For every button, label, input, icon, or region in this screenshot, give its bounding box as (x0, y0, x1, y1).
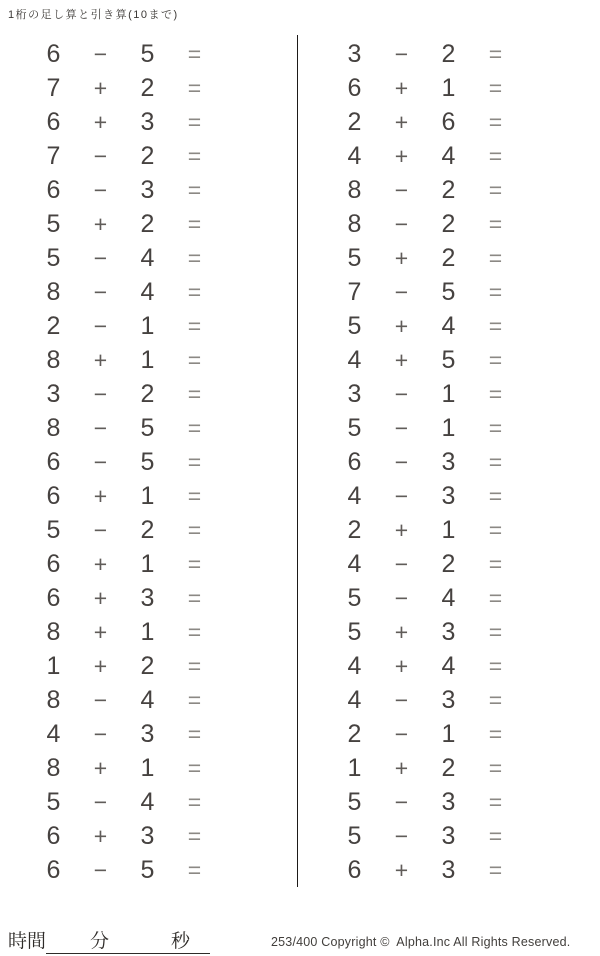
operator-sign: − (394, 40, 409, 67)
operator-sign: − (394, 448, 409, 475)
operator-sign: + (394, 618, 409, 645)
operand-1: 6 (46, 107, 61, 136)
operand-1: 6 (347, 855, 362, 884)
equals-sign: = (488, 142, 503, 169)
problem-row (30, 309, 218, 343)
operator-sign: − (394, 720, 409, 747)
operand-2: 2 (140, 209, 155, 238)
operand-1: 7 (46, 141, 61, 170)
operator-sign: + (93, 482, 108, 509)
operand-1: 6 (46, 855, 61, 884)
problem-row (30, 377, 218, 411)
operator-sign: − (394, 550, 409, 577)
equals-sign: = (488, 482, 503, 509)
problem-row (30, 37, 218, 71)
operand-2: 4 (441, 583, 456, 612)
operator-sign: − (394, 176, 409, 203)
problem-row (30, 479, 218, 513)
problem-row (30, 717, 218, 751)
operator-sign: + (93, 210, 108, 237)
operand-2: 2 (140, 73, 155, 102)
operator-sign: + (394, 312, 409, 339)
seconds-blank (109, 946, 171, 947)
copyright-text: Copyright © Alpha.Inc All Rights Reserved. (317, 935, 571, 949)
equals-sign: = (488, 346, 503, 373)
equals-sign: = (488, 176, 503, 203)
problem-row (30, 785, 218, 819)
operand-1: 6 (46, 175, 61, 204)
equals-sign: = (488, 108, 503, 135)
problem-row (331, 173, 519, 207)
operand-1: 5 (347, 243, 362, 272)
problem-row (30, 241, 218, 275)
operand-2: 4 (140, 243, 155, 272)
operator-sign: − (93, 856, 108, 883)
equals-sign: = (488, 380, 503, 407)
problem-row (331, 479, 519, 513)
operand-1: 7 (46, 73, 61, 102)
operator-sign: − (394, 788, 409, 815)
operand-2: 2 (140, 651, 155, 680)
operand-2: 6 (441, 107, 456, 136)
operand-2: 1 (140, 753, 155, 782)
operand-1: 2 (347, 515, 362, 544)
operand-2: 4 (140, 685, 155, 714)
equals-sign: = (488, 278, 503, 305)
equals-sign: = (187, 142, 202, 169)
problem-row (30, 547, 218, 581)
operand-2: 4 (441, 651, 456, 680)
problem-row (30, 275, 218, 309)
operand-2: 3 (441, 481, 456, 510)
operand-1: 3 (46, 379, 61, 408)
operator-sign: − (93, 278, 108, 305)
problem-row (331, 445, 519, 479)
equals-sign: = (187, 74, 202, 101)
operand-1: 8 (347, 175, 362, 204)
equals-sign: = (187, 380, 202, 407)
time-entry (8, 926, 210, 954)
problem-row (30, 207, 218, 241)
minutes-blank (46, 946, 90, 947)
operand-1: 1 (347, 753, 362, 782)
operator-sign: + (93, 346, 108, 373)
operand-2: 1 (140, 549, 155, 578)
operator-sign: + (394, 754, 409, 781)
operand-1: 6 (347, 73, 362, 102)
operand-1: 5 (347, 311, 362, 340)
operand-2: 4 (441, 141, 456, 170)
equals-sign: = (488, 652, 503, 679)
operator-sign: − (394, 210, 409, 237)
equals-sign: = (187, 516, 202, 543)
operand-2: 2 (140, 141, 155, 170)
equals-sign: = (187, 278, 202, 305)
operand-2: 1 (140, 345, 155, 374)
equals-sign: = (488, 414, 503, 441)
operator-sign: − (93, 788, 108, 815)
operand-2: 3 (140, 719, 155, 748)
operand-2: 2 (441, 753, 456, 782)
operand-1: 8 (347, 209, 362, 238)
operand-2: 3 (140, 821, 155, 850)
operand-2: 1 (441, 515, 456, 544)
problem-row (331, 309, 519, 343)
operand-1: 6 (46, 549, 61, 578)
operand-1: 4 (347, 141, 362, 170)
equals-sign: = (488, 822, 503, 849)
problem-row (331, 343, 519, 377)
operand-1: 5 (347, 617, 362, 646)
operand-1: 1 (46, 651, 61, 680)
problem-row (331, 513, 519, 547)
minutes-label: 分 (90, 930, 110, 952)
operand-2: 5 (140, 39, 155, 68)
operand-2: 1 (140, 617, 155, 646)
operator-sign: − (93, 40, 108, 67)
problem-row (331, 581, 519, 615)
operator-sign: − (93, 720, 108, 747)
operator-sign: − (394, 482, 409, 509)
problem-row (30, 105, 218, 139)
operand-1: 4 (46, 719, 61, 748)
problem-row (331, 717, 519, 751)
operand-2: 2 (140, 515, 155, 544)
operand-1: 5 (46, 515, 61, 544)
problem-row (331, 853, 519, 887)
operator-sign: − (93, 244, 108, 271)
problem-row (30, 513, 218, 547)
problem-row (331, 241, 519, 275)
operator-sign: + (93, 754, 108, 781)
equals-sign: = (488, 516, 503, 543)
operator-sign: + (394, 244, 409, 271)
operand-1: 5 (347, 821, 362, 850)
equals-sign: = (187, 176, 202, 203)
operator-sign: − (394, 380, 409, 407)
trailing-blank (190, 946, 210, 947)
time-label: 時間 (8, 930, 47, 952)
operator-sign: + (93, 108, 108, 135)
operand-1: 5 (347, 413, 362, 442)
equals-sign: = (187, 788, 202, 815)
operand-1: 3 (347, 39, 362, 68)
operand-2: 1 (441, 719, 456, 748)
operand-1: 6 (46, 447, 61, 476)
operator-sign: + (394, 142, 409, 169)
operand-2: 3 (441, 855, 456, 884)
problem-row (331, 105, 519, 139)
operand-2: 1 (441, 379, 456, 408)
problem-row (331, 649, 519, 683)
operand-2: 3 (140, 175, 155, 204)
operand-2: 5 (140, 855, 155, 884)
equals-sign: = (187, 618, 202, 645)
problem-row (331, 71, 519, 105)
operand-1: 5 (347, 787, 362, 816)
operand-2: 4 (441, 311, 456, 340)
operator-sign: − (93, 448, 108, 475)
operand-1: 5 (347, 583, 362, 612)
operand-1: 3 (347, 379, 362, 408)
operator-sign: − (394, 414, 409, 441)
operand-2: 2 (140, 379, 155, 408)
operand-2: 4 (140, 787, 155, 816)
operand-1: 6 (46, 481, 61, 510)
equals-sign: = (187, 584, 202, 611)
problem-row (30, 71, 218, 105)
operand-1: 4 (347, 345, 362, 374)
problem-row (331, 785, 519, 819)
equals-sign: = (187, 652, 202, 679)
operator-sign: − (394, 278, 409, 305)
equals-sign: = (187, 108, 202, 135)
equals-sign: = (187, 244, 202, 271)
equals-sign: = (488, 210, 503, 237)
operand-1: 8 (46, 277, 61, 306)
problems-column-left (30, 37, 218, 887)
equals-sign: = (187, 40, 202, 67)
problem-row (331, 615, 519, 649)
operand-2: 3 (441, 821, 456, 850)
equals-sign: = (187, 448, 202, 475)
operand-2: 4 (140, 277, 155, 306)
equals-sign: = (488, 618, 503, 645)
problem-row (30, 581, 218, 615)
equals-sign: = (488, 550, 503, 577)
problem-row (30, 615, 218, 649)
operator-sign: + (394, 74, 409, 101)
operator-sign: + (394, 856, 409, 883)
problem-row (331, 819, 519, 853)
equals-sign: = (187, 414, 202, 441)
operator-sign: + (93, 550, 108, 577)
operand-2: 5 (441, 277, 456, 306)
operand-2: 3 (441, 787, 456, 816)
problem-row (331, 139, 519, 173)
operand-2: 5 (140, 447, 155, 476)
operator-sign: − (394, 584, 409, 611)
operand-1: 4 (347, 549, 362, 578)
operator-sign: + (93, 618, 108, 645)
equals-sign: = (488, 40, 503, 67)
equals-sign: = (187, 550, 202, 577)
operand-2: 3 (441, 685, 456, 714)
equals-sign: = (488, 584, 503, 611)
problem-row (331, 207, 519, 241)
operand-1: 6 (46, 583, 61, 612)
operator-sign: + (394, 516, 409, 543)
equals-sign: = (488, 244, 503, 271)
equals-sign: = (187, 754, 202, 781)
equals-sign: = (187, 822, 202, 849)
equals-sign: = (187, 210, 202, 237)
operand-1: 5 (46, 243, 61, 272)
operand-2: 1 (441, 73, 456, 102)
operator-sign: + (93, 584, 108, 611)
operand-2: 2 (441, 209, 456, 238)
time-answer-line (46, 926, 210, 954)
problem-row (30, 343, 218, 377)
equals-sign: = (488, 856, 503, 883)
page-indicator: 253/400 (271, 935, 318, 949)
operand-2: 2 (441, 175, 456, 204)
equals-sign: = (187, 312, 202, 339)
operand-2: 1 (140, 311, 155, 340)
operator-sign: + (394, 652, 409, 679)
equals-sign: = (488, 448, 503, 475)
operand-1: 6 (46, 39, 61, 68)
equals-sign: = (488, 74, 503, 101)
operator-sign: + (93, 74, 108, 101)
operator-sign: − (93, 176, 108, 203)
operator-sign: − (394, 822, 409, 849)
operand-2: 3 (441, 447, 456, 476)
operand-2: 1 (441, 413, 456, 442)
operator-sign: − (394, 686, 409, 713)
problem-row (331, 547, 519, 581)
operator-sign: − (93, 686, 108, 713)
operand-2: 1 (140, 481, 155, 510)
operator-sign: + (394, 108, 409, 135)
operator-sign: − (93, 414, 108, 441)
equals-sign: = (187, 856, 202, 883)
operand-2: 3 (140, 107, 155, 136)
operator-sign: + (93, 822, 108, 849)
operand-1: 4 (347, 481, 362, 510)
problem-row (30, 819, 218, 853)
copyright-line (271, 935, 570, 949)
operator-sign: − (93, 312, 108, 339)
problem-row (331, 275, 519, 309)
equals-sign: = (488, 754, 503, 781)
page-title: 1桁の足し算と引き算(10まで) (8, 9, 179, 21)
problem-row (30, 751, 218, 785)
problem-row (331, 683, 519, 717)
problems-column-right (331, 37, 519, 887)
problem-row (30, 683, 218, 717)
equals-sign: = (187, 482, 202, 509)
seconds-label: 秒 (171, 930, 191, 952)
problem-row (30, 649, 218, 683)
operand-1: 2 (46, 311, 61, 340)
operand-1: 5 (46, 787, 61, 816)
problem-row (331, 411, 519, 445)
operator-sign: − (93, 516, 108, 543)
operand-1: 8 (46, 753, 61, 782)
problem-row (331, 37, 519, 71)
operator-sign: − (93, 380, 108, 407)
problem-row (30, 445, 218, 479)
operand-1: 6 (46, 821, 61, 850)
operand-1: 6 (347, 447, 362, 476)
problems-area (0, 37, 600, 889)
operand-1: 4 (347, 685, 362, 714)
operand-1: 2 (347, 107, 362, 136)
operand-2: 3 (441, 617, 456, 646)
operand-2: 2 (441, 39, 456, 68)
problem-row (331, 377, 519, 411)
equals-sign: = (488, 686, 503, 713)
problem-row (331, 751, 519, 785)
problem-row (30, 173, 218, 207)
operand-2: 3 (140, 583, 155, 612)
operand-1: 8 (46, 617, 61, 646)
equals-sign: = (488, 720, 503, 747)
equals-sign: = (488, 312, 503, 339)
operand-1: 4 (347, 651, 362, 680)
column-divider (297, 35, 299, 887)
equals-sign: = (187, 346, 202, 373)
operand-2: 2 (441, 549, 456, 578)
equals-sign: = (187, 720, 202, 747)
operand-1: 5 (46, 209, 61, 238)
operand-2: 5 (140, 413, 155, 442)
operator-sign: + (394, 346, 409, 373)
operand-1: 7 (347, 277, 362, 306)
equals-sign: = (488, 788, 503, 815)
problem-row (30, 853, 218, 887)
operand-2: 2 (441, 243, 456, 272)
equals-sign: = (187, 686, 202, 713)
operand-1: 8 (46, 345, 61, 374)
operand-2: 5 (441, 345, 456, 374)
problem-row (30, 139, 218, 173)
operator-sign: + (93, 652, 108, 679)
operand-1: 2 (347, 719, 362, 748)
operand-1: 8 (46, 413, 61, 442)
operand-1: 8 (46, 685, 61, 714)
operator-sign: − (93, 142, 108, 169)
problem-row (30, 411, 218, 445)
